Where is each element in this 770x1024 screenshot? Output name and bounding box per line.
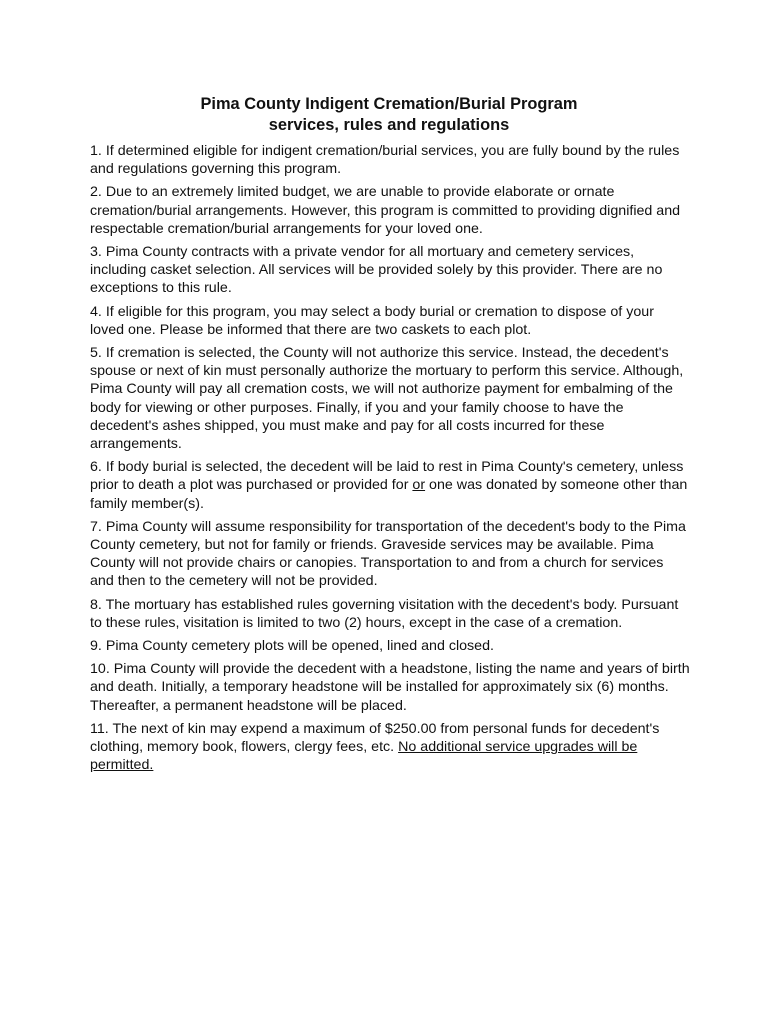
title-line-2: services, rules and regulations xyxy=(268,116,510,134)
rule-6-underlined-word: or xyxy=(412,477,426,494)
rule-4: 4. If eligible for this program, you may select a body burial or cremation to dispose of your loved one. Please be informed that there are two caskets to each plot. xyxy=(90,303,654,338)
rule-11-text-before: 11. The next of kin may expend a maximum of $250.00 from personal funds for decedent's clothing, memory book, flowers, clergy fees, etc. xyxy=(90,720,660,756)
rule-5: 5. If cremation is selected, the County will not authorize this service. Instead, the decedent's spouse or next of kin must personally authorize the mortuary to perform this service. Although, Pima County will pay all cremation costs, we will not authorize payment for embalming of the body for viewing or other purposes. Finally, if you and your family choose to have the decedent's ashes shipped, you must make and pay for all costs incurred for these arrangements. xyxy=(90,345,684,453)
rule-9: 9. Pima County cemetery plots will be opened, lined and closed. xyxy=(90,638,494,655)
rule-3: 3. Pima County contracts with a private vendor for all mortuary and cemetery services, including casket selection. All services will be provided solely by this provider. There are no exceptions to this rule. xyxy=(90,244,663,297)
rules-list xyxy=(90,142,690,780)
title-line-1: Pima County Indigent Cremation/Burial Program xyxy=(200,95,578,113)
rule-2: 2. Due to an extremely limited budget, we are unable to provide elaborate or ornate cremation/burial arrangements. However, this program is committed to providing dignified and respectable cremation/burial arrangements for your loved one. xyxy=(90,184,681,237)
rule-6 xyxy=(90,458,690,513)
rule-6-text-before: 6. If body burial is selected, the decedent will be laid to rest in Pima County's cemetery, unless prior to death a plot was purchased or provided for xyxy=(90,459,684,494)
rule-10: 10. Pima County will provide the decedent with a headstone, listing the name and years of birth and death. Initially, a temporary headstone will be installed for approximately six (6) months. Thereafter, a permanent headstone will be placed. xyxy=(90,661,690,714)
rule-1: 1. If determined eligible for indigent cremation/burial services, you are fully bound by the rules and regulations governing this program. xyxy=(90,143,680,178)
rule-6-text-after: one was donated by someone other than family member(s). xyxy=(90,477,688,512)
document-title xyxy=(0,94,770,136)
rule-11 xyxy=(90,720,690,775)
rule-7: 7. Pima County will assume responsibility for transportation of the decedent's body to the Pima County cemetery, but not for family or friends. Graveside services may be available. Pima County will not provide chairs or canopies. Transportation to and from a church for services and then to the cemetery will not be provided. xyxy=(90,518,686,590)
rule-8: 8. The mortuary has established rules governing visitation with the decedent's body. Pursuant to these rules, visitation is limited to two (2) hours, except in the case of a cremation. xyxy=(90,596,679,631)
rule-11-underlined-text: No additional service upgrades will be permitted. xyxy=(90,739,638,774)
